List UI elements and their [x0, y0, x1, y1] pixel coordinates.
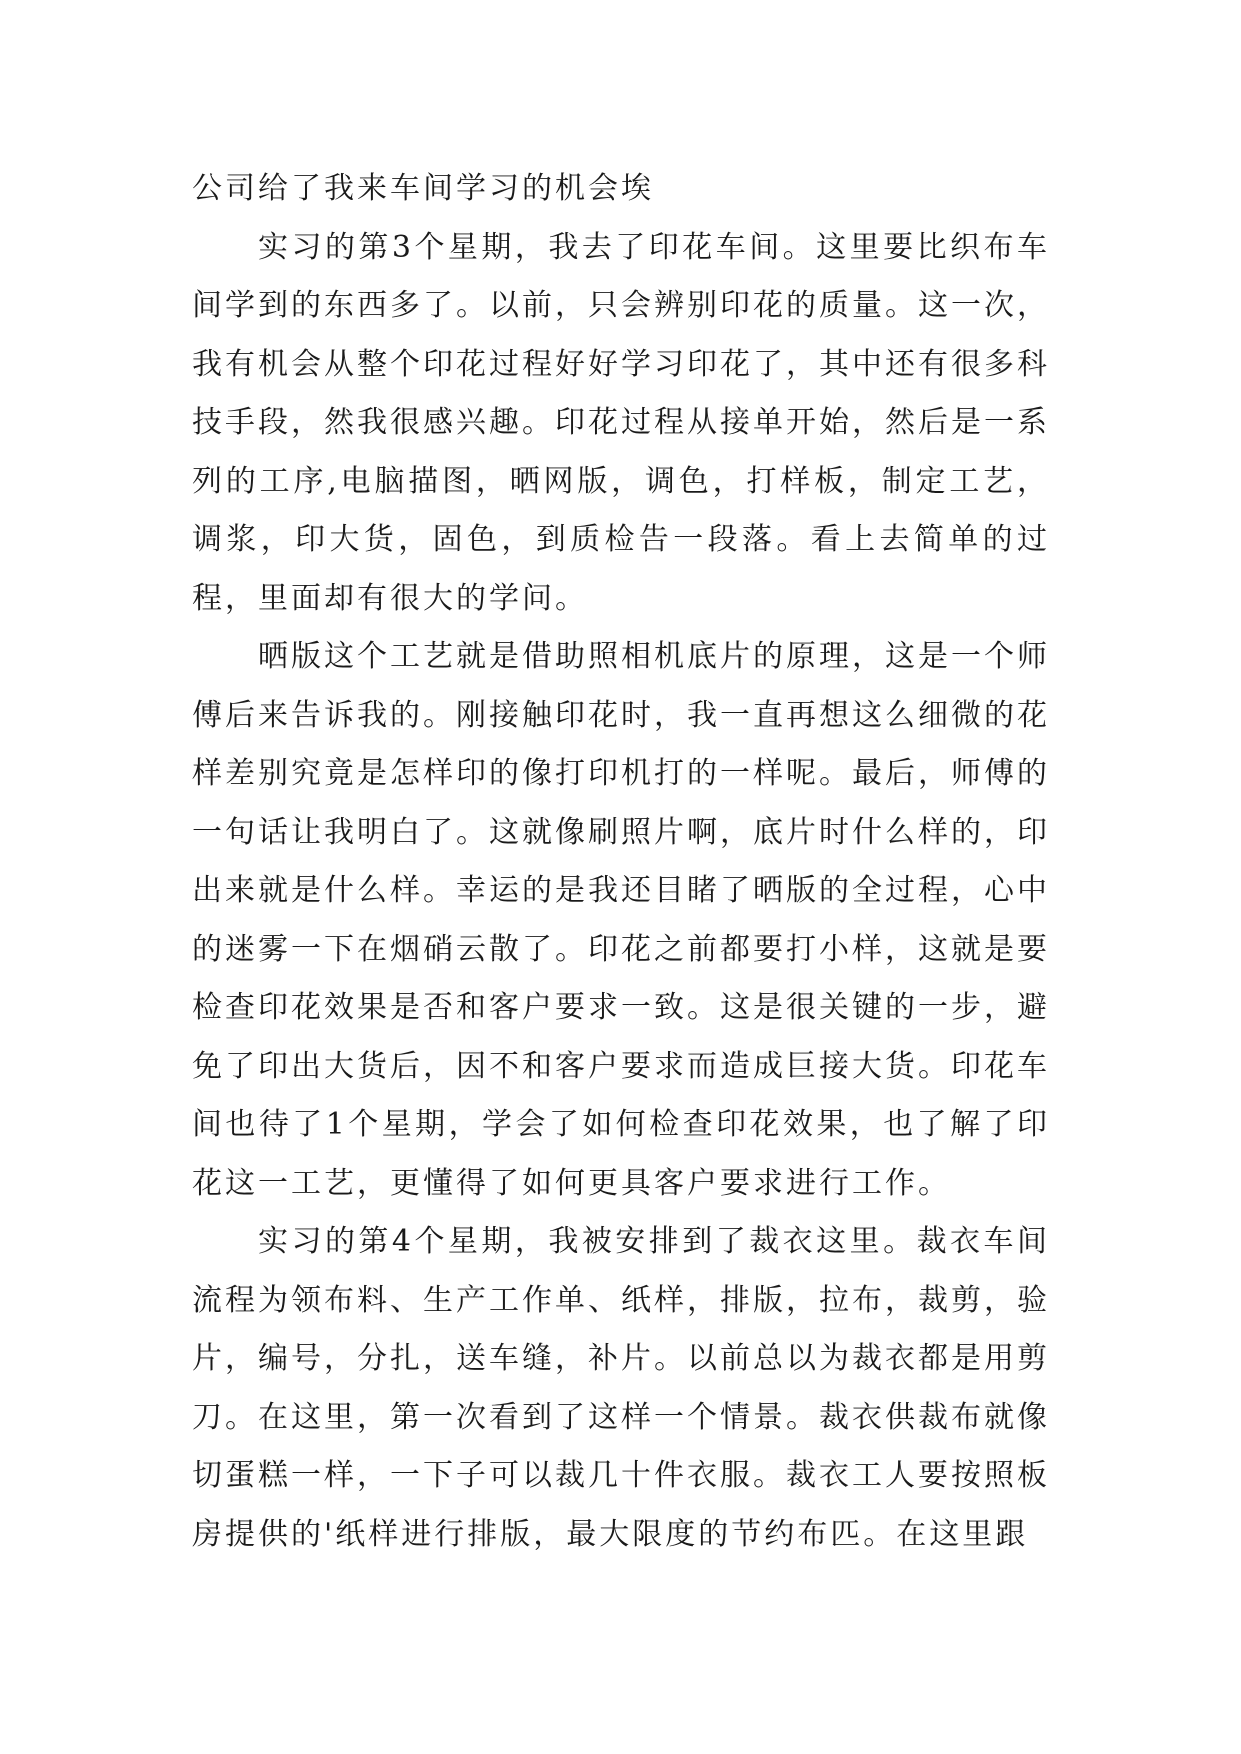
- paragraph-printing-workshop: 实习的第3个星期，我去了印花车间。这里要比织布车间学到的东西多了。以前，只会辨别印花的质量。这一次，我有机会从整个印花过程好好学习印花了，其中还有很多科技手段，然我很感兴趣。印花过程从接单开始，然后是一系列的工序,电脑描图，晒网版，调色，打样板，制定工艺，调浆，印大货，固色，到质检告一段落。看上去简单的过程，里面却有很大的学问。: [192, 229, 1050, 616]
- paragraph-screen-exposure: 晒版这个工艺就是借助照相机底片的原理，这是一个师傅后来告诉我的。刚接触印花时，我一直再想这么细微的花样差别究竟是怎样印的像打印机打的一样呢。最后，师傅的一句话让我明白了。这就像刷照片啊，底片时什么样的，印出来就是什么样。幸运的是我还目睹了晒版的全过程，心中的迷雾一下在烟硝云散了。印花之前都要打小样，这就是要检查印花效果是否和客户要求一致。这是很关键的一步，避免了印出大货后，因不和客户要求而造成巨接大货。印花车间也待了1个星期，学会了如何检查印花效果，也了解了印花这一工艺，更懂得了如何更具客户要求进行工作。: [192, 639, 1050, 1201]
- paragraph-cutting-workshop: 实习的第4个星期，我被安排到了裁衣这里。裁衣车间流程为领布料、生产工作单、纸样，排版，拉布，裁剪，验片，编号，分扎，送车缝，补片。以前总以为裁衣都是用剪刀。在这里，第一次看到了这样一个情景。裁衣供裁布就像切蛋糕一样，一下子可以裁几十件衣服。裁衣工人要按照板房提供的'纸样进行排版，最大限度的节约布匹。在这里跟: [192, 1224, 1050, 1552]
- document-body: [192, 160, 1050, 1564]
- paragraph-continuation: 公司给了我来车间学习的机会埃: [192, 171, 654, 206]
